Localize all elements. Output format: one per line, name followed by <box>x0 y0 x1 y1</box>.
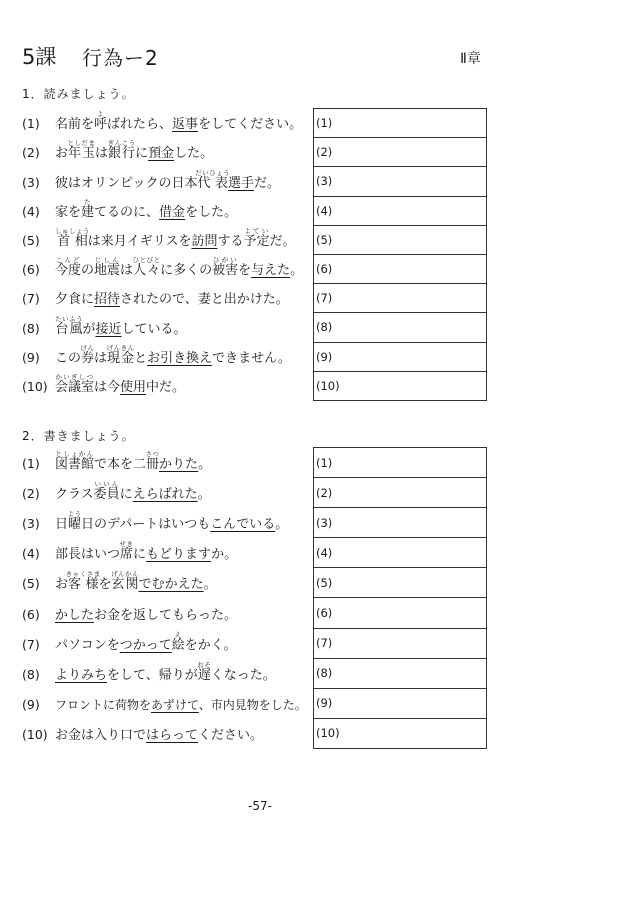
furigana-reading: しゅしょう <box>55 226 90 235</box>
sentence-text: が <box>82 321 96 337</box>
sentence-text: 日のデパートはいつも <box>81 517 211 533</box>
question-number: (4) <box>22 546 40 562</box>
sentence-text: に多くの <box>160 263 213 279</box>
kanji-text: 冊 <box>145 457 160 473</box>
question-sentence <box>55 292 289 307</box>
furigana-word <box>119 540 134 563</box>
furigana-reading: きゃくさま <box>65 570 101 579</box>
furigana-reading: たいふう <box>55 314 83 323</box>
furigana-word <box>55 450 95 473</box>
sentence-text: ばれたら、 <box>107 117 173 133</box>
answer-box <box>313 371 487 401</box>
sentence-text: てるのに、 <box>94 204 160 220</box>
furigana-reading: げんきん <box>106 343 135 352</box>
question-number: (6) <box>22 606 40 622</box>
furigana-reading: せき <box>119 540 134 549</box>
sentence-text: をしてください。 <box>198 117 303 133</box>
target-word: かりた <box>159 457 199 473</box>
question-number: (1) <box>22 116 40 132</box>
answer-box <box>313 447 487 478</box>
sentence-text: か。 <box>211 547 238 563</box>
furigana-word <box>81 197 95 220</box>
sentence-text: くなった。 <box>210 667 276 683</box>
answer-box-label: (6) <box>316 262 333 277</box>
kanji-text: 遅 <box>197 667 212 683</box>
question-row <box>0 137 638 166</box>
question-number: (2) <box>22 145 40 161</box>
furigana-word <box>195 168 231 191</box>
sentence-text: 。 <box>198 457 212 473</box>
sentence-text: この <box>55 350 82 366</box>
sentence-text: 中だ。 <box>146 379 186 395</box>
furigana-reading: としょかん <box>55 450 94 459</box>
question-row <box>0 507 638 537</box>
answer-box-label: (9) <box>316 349 333 364</box>
question-row <box>0 254 638 283</box>
answer-box-label: (6) <box>316 606 333 621</box>
sentence-text: 。 <box>290 263 304 279</box>
lesson-title: 行為ー2 <box>82 46 159 70</box>
answer-box <box>313 507 487 538</box>
question-row <box>0 567 638 597</box>
target-word: 訪問 <box>191 233 218 249</box>
answer-box <box>313 477 487 508</box>
sentence-text: は <box>120 263 134 279</box>
question-row <box>0 196 638 225</box>
sentence-text: は <box>94 350 108 366</box>
kanji-text: 委員 <box>93 487 120 503</box>
furigana-reading: いいん <box>93 480 120 489</box>
answer-box-label: (7) <box>316 291 333 306</box>
kanji-text: 被害 <box>212 263 239 279</box>
question-number: (10) <box>22 378 48 394</box>
furigana-word <box>55 256 82 279</box>
sentence-text: お金は入り口で <box>55 727 147 743</box>
furigana-word <box>55 226 90 249</box>
question-sentence <box>55 540 237 562</box>
furigana-reading: だいひょう <box>195 168 231 177</box>
target-word: 接近 <box>95 321 122 337</box>
target-word: お引き換え <box>147 350 213 366</box>
sentence-text: の <box>81 263 95 279</box>
answer-box <box>313 597 487 628</box>
sentence-text: した。 <box>174 146 214 162</box>
question-row <box>0 371 638 400</box>
chapter-label: Ⅱ章 <box>460 51 481 67</box>
question-row <box>0 658 638 688</box>
kanji-text: 年玉 <box>67 146 96 162</box>
furigana-reading: よう <box>67 510 82 519</box>
sentence-text: フロントに荷物を <box>55 697 152 712</box>
kanji-text: 図書館 <box>55 457 95 473</box>
furigana-word <box>55 372 95 395</box>
answer-box <box>313 108 487 138</box>
question-sentence <box>55 608 237 623</box>
furigana-reading: ひがい <box>212 256 239 265</box>
question-row <box>0 312 638 341</box>
sentence-text: は来月イギリスを <box>87 233 192 249</box>
target-word: こんでいる <box>210 517 276 533</box>
sentence-text: をして、帰りが <box>107 667 198 683</box>
reading-question-list <box>0 108 638 400</box>
question-number: (9) <box>22 696 40 712</box>
furigana-reading: こんど <box>55 256 81 265</box>
kanji-text: 今度 <box>55 263 82 279</box>
answer-box-label: (4) <box>316 203 333 218</box>
furigana-word <box>111 570 140 593</box>
furigana-reading: かいぎしつ <box>55 372 94 381</box>
answer-box-label: (1) <box>316 455 333 470</box>
kanji-text: 建 <box>81 204 95 220</box>
furigana-reading: おそ <box>197 660 212 669</box>
sentence-text: は <box>95 146 109 162</box>
target-word: はらって <box>146 727 199 743</box>
sentence-text: できません。 <box>212 350 291 366</box>
kanji-text: 代表 <box>195 175 231 191</box>
furigana-reading: え <box>171 630 185 639</box>
question-number: (3) <box>22 516 40 532</box>
furigana-word <box>197 660 212 683</box>
answer-box <box>313 628 487 659</box>
answer-box <box>313 658 487 689</box>
question-sentence <box>55 570 217 592</box>
sentence-text: と <box>134 350 148 366</box>
kanji-text: 呼 <box>94 117 108 133</box>
furigana-word <box>106 343 135 366</box>
furigana-word <box>55 314 83 337</box>
sentence-text: する <box>217 233 244 249</box>
answer-box <box>313 137 487 167</box>
kanji-text: 券 <box>80 350 95 366</box>
question-number: (10) <box>22 726 48 742</box>
furigana-reading: じしん <box>94 256 121 265</box>
target-word: 選手 <box>228 175 255 191</box>
question-sentence <box>55 198 237 220</box>
sentence-text: をかく。 <box>184 637 237 653</box>
furigana-word <box>93 480 120 503</box>
sentence-text: をした。 <box>185 204 238 220</box>
section-heading-reading: 1．読みましょう。 <box>22 87 135 101</box>
question-sentence <box>55 169 280 191</box>
section-heading-writing: 2．書きましょう。 <box>22 429 135 443</box>
target-word: 返事 <box>172 117 199 133</box>
kanji-text: 客様 <box>65 577 101 593</box>
sentence-text: されたので、妻と出かけた。 <box>120 292 289 308</box>
kanji-text: 席 <box>119 547 134 563</box>
furigana-reading: けん <box>80 343 95 352</box>
target-word: 与えた <box>251 263 291 279</box>
sentence-text: 家を <box>55 204 82 220</box>
furigana-word <box>107 139 136 162</box>
target-word: でむかえた <box>138 577 204 593</box>
question-sentence <box>55 256 303 278</box>
target-word: あずけて <box>151 697 199 712</box>
furigana-word <box>94 110 108 133</box>
furigana-reading: よ <box>94 110 108 119</box>
sentence-text: に <box>133 547 147 563</box>
sentence-text: は今 <box>94 379 121 395</box>
question-sentence <box>55 110 302 132</box>
answer-box-label: (2) <box>316 485 333 500</box>
answer-box <box>313 718 487 749</box>
question-number: (8) <box>22 666 40 682</box>
sentence-text: お <box>55 146 69 162</box>
question-sentence <box>55 139 213 161</box>
question-sentence <box>55 661 276 683</box>
sentence-text: 名前を <box>55 117 95 133</box>
target-word: えらばれた <box>132 487 198 503</box>
answer-box-label: (2) <box>316 145 333 160</box>
question-sentence <box>55 373 185 395</box>
sentence-text: 。 <box>203 577 217 593</box>
kanji-text: 地震 <box>94 263 121 279</box>
writing-question-list <box>0 447 638 748</box>
answer-box-label: (5) <box>316 575 333 590</box>
sentence-text: パソコンを <box>55 637 120 653</box>
question-number: (7) <box>22 636 40 652</box>
furigana-word <box>67 139 96 162</box>
furigana-word <box>243 226 270 249</box>
answer-box-label: (3) <box>316 174 333 189</box>
sentence-text: だ。 <box>269 233 296 249</box>
sentence-text: に <box>135 146 149 162</box>
kanji-text: 予定 <box>243 233 270 249</box>
question-row <box>0 283 638 312</box>
sentence-text: に <box>119 487 133 503</box>
kanji-text: 人々 <box>132 263 161 279</box>
answer-box <box>313 225 487 255</box>
question-row <box>0 718 638 748</box>
answer-box-label: (1) <box>316 116 333 131</box>
answer-box-label: (8) <box>316 320 333 335</box>
sentence-text: 夕食に <box>55 292 95 308</box>
question-row <box>0 108 638 137</box>
target-word: もどります <box>146 547 212 563</box>
question-sentence <box>55 227 296 249</box>
question-row <box>0 477 638 507</box>
furigana-word <box>80 343 95 366</box>
kanji-text: 現金 <box>106 350 135 366</box>
sentence-text: 日 <box>55 517 69 533</box>
question-number: (6) <box>22 262 40 278</box>
question-sentence <box>55 450 211 472</box>
answer-box-label: (10) <box>316 726 340 741</box>
sentence-text: 彼はオリンピックの日本 <box>55 175 198 191</box>
kanji-text: 会議室 <box>55 379 95 395</box>
question-sentence <box>55 510 288 532</box>
kanji-text: 曜 <box>67 517 82 533</box>
question-number: (2) <box>22 486 40 502</box>
answer-box-label: (10) <box>316 378 340 393</box>
furigana-word <box>94 256 121 279</box>
answer-box-label: (4) <box>316 545 333 560</box>
question-sentence <box>55 698 307 713</box>
answer-box <box>313 537 487 568</box>
sentence-text: クラス <box>55 487 94 503</box>
furigana-reading: た <box>81 197 95 206</box>
question-row <box>0 597 638 627</box>
answer-box <box>313 688 487 719</box>
answer-box <box>313 312 487 342</box>
sentence-text: お金を返してもらった。 <box>94 607 238 623</box>
kanji-text: 絵 <box>171 637 185 653</box>
question-sentence <box>55 728 263 743</box>
sentence-text: 部長はいつ <box>55 547 121 563</box>
furigana-word <box>132 256 161 279</box>
page-number: -57- <box>248 799 272 813</box>
furigana-reading: よてい <box>243 226 270 235</box>
furigana-word <box>145 450 160 473</box>
furigana-reading: げんかん <box>111 570 140 579</box>
furigana-reading: としだま <box>67 139 96 148</box>
answer-box-label: (7) <box>316 636 333 651</box>
question-number: (5) <box>22 576 40 592</box>
kanji-text: 台風 <box>55 321 83 337</box>
furigana-word <box>171 630 185 653</box>
sentence-text: 。 <box>197 487 211 503</box>
sentence-text: お <box>55 577 69 593</box>
answer-box-label: (9) <box>316 696 333 711</box>
question-row <box>0 342 638 371</box>
question-number: (8) <box>22 320 40 336</box>
answer-box <box>313 254 487 284</box>
sentence-text: だ。 <box>254 175 281 191</box>
answer-box-label: (5) <box>316 232 333 247</box>
question-row <box>0 688 638 718</box>
question-row <box>0 537 638 567</box>
furigana-reading: さつ <box>145 450 160 459</box>
question-sentence <box>55 315 187 337</box>
question-number: (3) <box>22 174 40 190</box>
target-word: 借金 <box>159 204 186 220</box>
answer-box-label: (8) <box>316 666 333 681</box>
kanji-text: 玄関 <box>111 577 140 593</box>
furigana-reading: ひとびと <box>132 256 161 265</box>
kanji-text: 首相 <box>55 233 90 249</box>
target-word: かした <box>55 607 95 623</box>
target-word: 預金 <box>148 146 175 162</box>
question-number: (4) <box>22 203 40 219</box>
question-number: (1) <box>22 456 40 472</box>
sentence-text: している。 <box>121 321 187 337</box>
answer-box <box>313 166 487 196</box>
question-sentence <box>55 480 211 502</box>
sentence-text: で本を二 <box>94 457 147 473</box>
question-number: (9) <box>22 349 40 365</box>
target-word: つかって <box>119 637 172 653</box>
question-sentence <box>55 344 291 366</box>
sentence-text: 、市内見物をした。 <box>198 697 307 712</box>
kanji-text: 銀行 <box>107 146 136 162</box>
answer-box <box>313 196 487 226</box>
lesson-number: 5課 <box>22 45 57 69</box>
furigana-word <box>65 570 101 593</box>
furigana-reading: ぎんこう <box>107 139 136 148</box>
sentence-text: を <box>238 263 252 279</box>
answer-box <box>313 567 487 598</box>
question-sentence <box>55 631 237 653</box>
question-row <box>0 447 638 477</box>
question-number: (7) <box>22 291 40 307</box>
answer-box <box>313 283 487 313</box>
furigana-word <box>212 256 239 279</box>
target-word: 招待 <box>94 292 121 308</box>
question-row <box>0 166 638 195</box>
sentence-text: 。 <box>275 517 289 533</box>
answer-box-label: (3) <box>316 515 333 530</box>
answer-box <box>313 342 487 372</box>
question-row <box>0 628 638 658</box>
sentence-text: ください。 <box>198 727 264 743</box>
question-row <box>0 225 638 254</box>
furigana-word <box>67 510 82 533</box>
sentence-text: を <box>98 577 112 593</box>
target-word: よりみち <box>55 667 108 683</box>
question-number: (5) <box>22 232 40 248</box>
target-word: 使用 <box>120 379 147 395</box>
